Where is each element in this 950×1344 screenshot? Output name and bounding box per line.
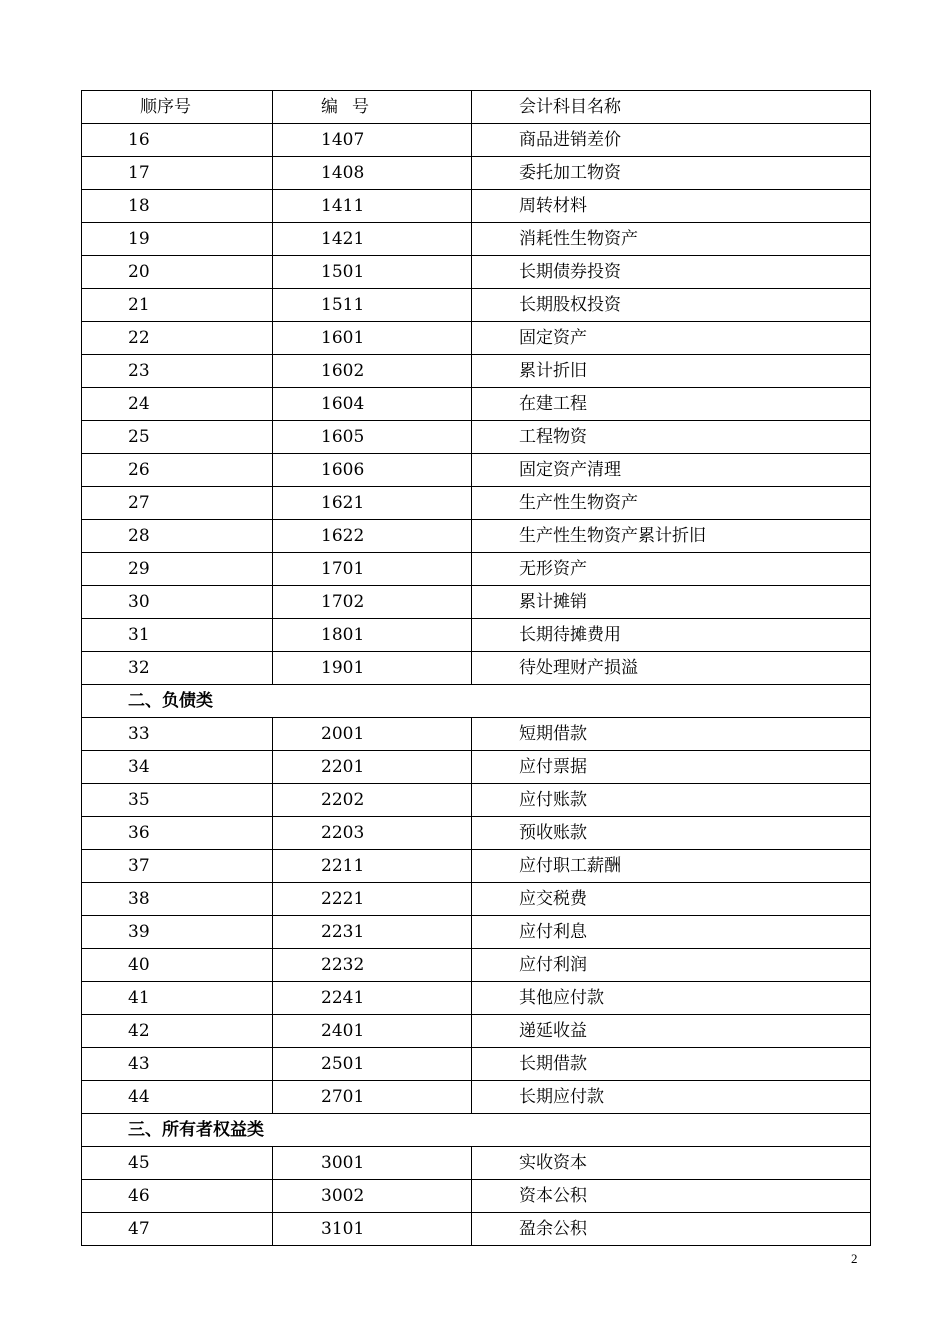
code-cell: 1411: [273, 190, 472, 223]
page-number: 2: [851, 1251, 858, 1266]
code-cell: 2701: [273, 1081, 472, 1114]
section-label: 三、所有者权益类: [82, 1114, 871, 1147]
seq-cell: 35: [82, 784, 273, 817]
code-cell: 1621: [273, 487, 472, 520]
seq-cell: 16: [82, 124, 273, 157]
table-row: [82, 124, 871, 157]
table-row: [82, 751, 871, 784]
name-cell: 应付利润: [472, 949, 871, 982]
seq-cell: 31: [82, 619, 273, 652]
seq-cell: 46: [82, 1180, 273, 1213]
code-cell: 3001: [273, 1147, 472, 1180]
name-cell: 短期借款: [472, 718, 871, 751]
table-row: [82, 190, 871, 223]
table-row: [82, 586, 871, 619]
code-cell: 1501: [273, 256, 472, 289]
name-cell: 委托加工物资: [472, 157, 871, 190]
table-row: [82, 157, 871, 190]
table-row: [82, 982, 871, 1015]
section-row: [82, 685, 871, 718]
table-row: [82, 289, 871, 322]
code-cell: 2001: [273, 718, 472, 751]
code-cell: 1605: [273, 421, 472, 454]
code-cell: 1511: [273, 289, 472, 322]
seq-cell: 34: [82, 751, 273, 784]
seq-cell: 33: [82, 718, 273, 751]
name-cell: 消耗性生物资产: [472, 223, 871, 256]
name-cell: 累计折旧: [472, 355, 871, 388]
header-name: 会计科目名称: [472, 91, 871, 124]
code-cell: 1601: [273, 322, 472, 355]
code-cell: 2401: [273, 1015, 472, 1048]
name-cell: 盈余公积: [472, 1213, 871, 1246]
name-cell: 应付利息: [472, 916, 871, 949]
name-cell: 长期借款: [472, 1048, 871, 1081]
accounts-table: [81, 90, 871, 1246]
table-row: [82, 1048, 871, 1081]
header-code-a: 编: [321, 97, 338, 117]
table-row: [82, 1015, 871, 1048]
code-cell: 2201: [273, 751, 472, 784]
seq-cell: 29: [82, 553, 273, 586]
name-cell: 长期股权投资: [472, 289, 871, 322]
table-row: [82, 1147, 871, 1180]
table-row: [82, 355, 871, 388]
seq-cell: 45: [82, 1147, 273, 1180]
section-label: 二、负债类: [82, 685, 871, 718]
code-cell: 1702: [273, 586, 472, 619]
seq-cell: 26: [82, 454, 273, 487]
seq-cell: 20: [82, 256, 273, 289]
code-cell: 1801: [273, 619, 472, 652]
name-cell: 预收账款: [472, 817, 871, 850]
table-row: [82, 916, 871, 949]
name-cell: 周转材料: [472, 190, 871, 223]
name-cell: 资本公积: [472, 1180, 871, 1213]
seq-cell: 24: [82, 388, 273, 421]
header-seq: 顺序号: [82, 91, 273, 124]
seq-cell: 30: [82, 586, 273, 619]
table-row: [82, 817, 871, 850]
name-cell: 累计摊销: [472, 586, 871, 619]
name-cell: 长期债券投资: [472, 256, 871, 289]
code-cell: 1901: [273, 652, 472, 685]
code-cell: 3002: [273, 1180, 472, 1213]
table-header-row: [82, 91, 871, 124]
code-cell: 1606: [273, 454, 472, 487]
name-cell: 无形资产: [472, 553, 871, 586]
code-cell: 2211: [273, 850, 472, 883]
name-cell: 生产性生物资产累计折旧: [472, 520, 871, 553]
code-cell: 2501: [273, 1048, 472, 1081]
seq-cell: 41: [82, 982, 273, 1015]
table-row: [82, 421, 871, 454]
name-cell: 实收资本: [472, 1147, 871, 1180]
table-row: [82, 454, 871, 487]
table-row: [82, 1180, 871, 1213]
table-row: [82, 256, 871, 289]
seq-cell: 39: [82, 916, 273, 949]
seq-cell: 32: [82, 652, 273, 685]
table-row: [82, 784, 871, 817]
table-row: [82, 883, 871, 916]
table-row: [82, 1081, 871, 1114]
seq-cell: 22: [82, 322, 273, 355]
seq-cell: 18: [82, 190, 273, 223]
table-row: [82, 652, 871, 685]
seq-cell: 38: [82, 883, 273, 916]
name-cell: 递延收益: [472, 1015, 871, 1048]
seq-cell: 44: [82, 1081, 273, 1114]
seq-cell: 28: [82, 520, 273, 553]
name-cell: 其他应付款: [472, 982, 871, 1015]
table-row: [82, 223, 871, 256]
seq-cell: 42: [82, 1015, 273, 1048]
table-row: [82, 553, 871, 586]
seq-cell: 25: [82, 421, 273, 454]
name-cell: 应交税费: [472, 883, 871, 916]
table-row: [82, 718, 871, 751]
section-row: [82, 1114, 871, 1147]
name-cell: 应付职工薪酬: [472, 850, 871, 883]
seq-cell: 37: [82, 850, 273, 883]
code-cell: 1622: [273, 520, 472, 553]
code-cell: 1602: [273, 355, 472, 388]
name-cell: 工程物资: [472, 421, 871, 454]
seq-cell: 23: [82, 355, 273, 388]
table-row: [82, 619, 871, 652]
name-cell: 应付票据: [472, 751, 871, 784]
code-cell: 1701: [273, 553, 472, 586]
table-row: [82, 520, 871, 553]
seq-cell: 27: [82, 487, 273, 520]
name-cell: 应付账款: [472, 784, 871, 817]
header-code-b: 号: [352, 97, 369, 117]
seq-cell: 19: [82, 223, 273, 256]
name-cell: 长期应付款: [472, 1081, 871, 1114]
code-cell: 1408: [273, 157, 472, 190]
seq-cell: 47: [82, 1213, 273, 1246]
seq-cell: 21: [82, 289, 273, 322]
table-row: [82, 322, 871, 355]
seq-cell: 17: [82, 157, 273, 190]
table-row: [82, 949, 871, 982]
code-cell: 2232: [273, 949, 472, 982]
code-cell: 1421: [273, 223, 472, 256]
code-cell: 3101: [273, 1213, 472, 1246]
header-code: [273, 91, 472, 124]
name-cell: 固定资产: [472, 322, 871, 355]
name-cell: 商品进销差价: [472, 124, 871, 157]
seq-cell: 40: [82, 949, 273, 982]
code-cell: 1604: [273, 388, 472, 421]
code-cell: 2202: [273, 784, 472, 817]
name-cell: 固定资产清理: [472, 454, 871, 487]
name-cell: 长期待摊费用: [472, 619, 871, 652]
table-row: [82, 850, 871, 883]
code-cell: 2203: [273, 817, 472, 850]
name-cell: 生产性生物资产: [472, 487, 871, 520]
seq-cell: 43: [82, 1048, 273, 1081]
code-cell: 1407: [273, 124, 472, 157]
code-cell: 2231: [273, 916, 472, 949]
name-cell: 在建工程: [472, 388, 871, 421]
table-row: [82, 388, 871, 421]
code-cell: 2241: [273, 982, 472, 1015]
seq-cell: 36: [82, 817, 273, 850]
table-row: [82, 1213, 871, 1246]
table-row: [82, 487, 871, 520]
code-cell: 2221: [273, 883, 472, 916]
name-cell: 待处理财产损溢: [472, 652, 871, 685]
